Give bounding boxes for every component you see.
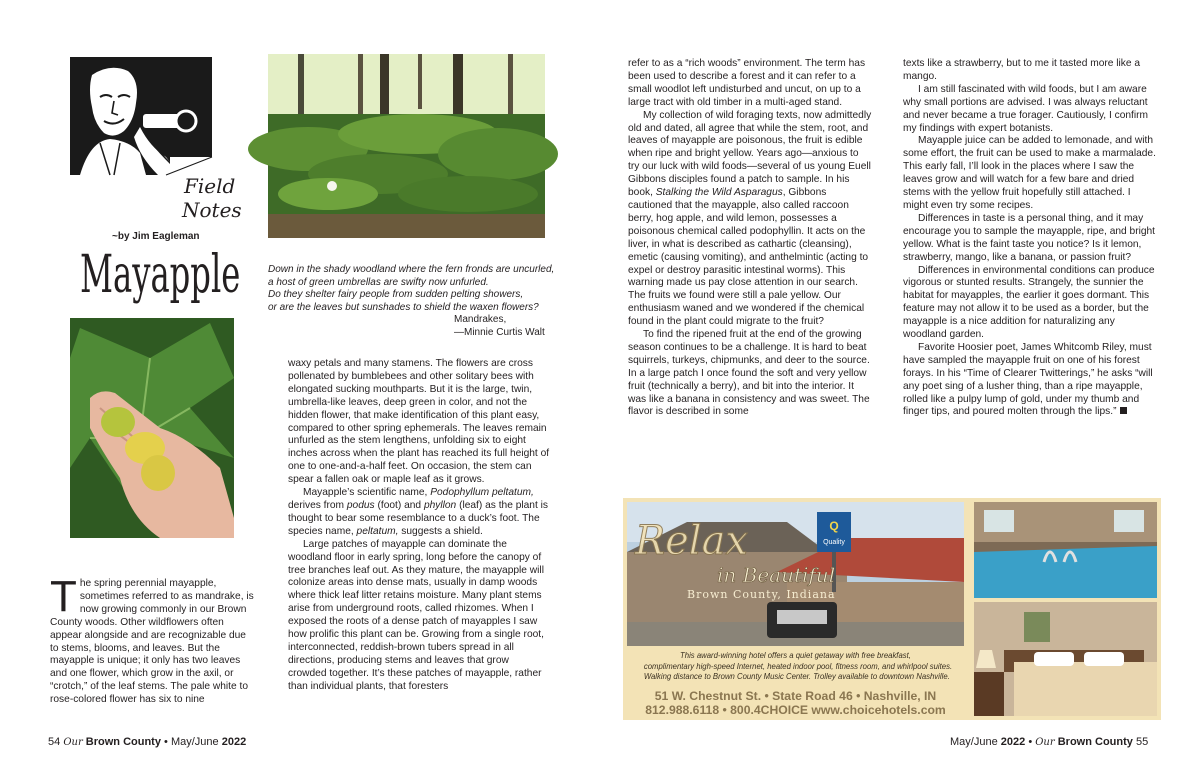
paragraph: he spring perennial mayapple, sometimes referred to as mandrake, is now growing commonly in our Brown County woods. Other wildflowers often appear alongside and are recognizable due to stems, blooms, and leaves. But the mayapple is unique; it only has two leaves and one flower, which grow in the axil, or “crotch,” of the leaf stems. The pale white to rose-colored flower has six to nine xyxy=(50,578,254,706)
issue-month: May/June xyxy=(170,736,219,748)
right-folio: May/June 2022 • Our Brown County 55 xyxy=(950,736,1149,748)
mayapple-fruit-photo xyxy=(70,318,234,538)
ad-location: Brown County, Indiana xyxy=(687,588,836,601)
paragraph: I am still fascinated with wild foods, but I am aware why small portions are advised. I was always reluctant and never became a true forager. Cautiously, I confirm my findings with expert botanists. xyxy=(903,83,1149,134)
magazine-name: Brown County xyxy=(1057,736,1133,748)
ad-desc-line: complimentary high-speed Internet, heated indoor pool, fitness room, and whirlpool suites. xyxy=(643,660,953,671)
paragraph: Mayapple’s scientific name, Podophyllum peltatum, derives from podus (foot) and phyllon (leaf) as the plant is thought to bear some resemblance to a duck’s foot. The species name, peltatum, suggests a shield. xyxy=(288,487,548,537)
ad-contact[interactable]: 812.988.6118 • 800.4CHOICE www.choicehotels.com xyxy=(645,703,946,717)
issue-year: 2022 xyxy=(1000,736,1026,748)
article-column-3 xyxy=(628,58,872,419)
paragraph: waxy petals and many stamens. The flowers are cross pollenated by bumblebees and other solitary bees with elongated sucking mouthparts. But it is the large, twin, umbrella-like leaves, deep green in color, and not the hidden flower, that make identification of this plant easy, compared to other spring ephemerals. The leaves remain unfurled as the stem lengthens, unfolding six to eight inches across when the plant has reached its full height of one to one-and-a-half feet. On occasion, the stem can spear a fallen oak or maple leaf as it grows. xyxy=(288,358,550,486)
end-mark-icon xyxy=(1120,407,1127,414)
drop-cap: T xyxy=(50,572,77,621)
magazine-name: Brown County xyxy=(85,736,161,748)
paragraph: texts like a strawberry, but to me it tasted more like a mango. xyxy=(903,58,1141,82)
paragraph: My collection of wild foraging texts, now admittedly old and dated, all agree that while the stem, root, and leaves of mayapple are poisonous, the fruit is edible when ripe and bright yellow. Years ago—anxious to try our luck with wild foods—several of us young Euell Gibbons disciples found a patch to sample. In his book, Stalking the Wild Asparagus, Gibbons cautioned that the mayapple, also called raccoon berry, hog apple, and wild lemon, possesses a poisonous chemical called podophyllin. It acts on the liver, in what is described as cathartic (cleansing), emetic (causing vomiting), and anthelmintic (acting to expel or destroy parasitic intestinal worms). This warning made us pay close attention in our search. The fruits we found were still a pale yellow. Our enthusiasm waned and we wondered if the chemical found in the plant could migrate to the fruit? xyxy=(628,109,872,328)
book-title: Stalking the Wild Asparagus xyxy=(655,187,783,199)
naturalist-illustration xyxy=(70,57,242,223)
issue-year: 2022 xyxy=(221,736,247,748)
paragraph: Differences in taste is a personal thing, and it may encourage you to sample the mayapple, ripe, and bright yellow. What is the faint taste you notice? Is it lemon, strawberry, mango, like a banana, or passion fruit? xyxy=(903,212,1156,263)
pool-photo xyxy=(974,502,1157,598)
article-column-2 xyxy=(288,358,550,694)
paragraph: refer to as a “rich woods” environment. The term has been used to describe a forest and it can refer to a small woodlot left undisturbed and uncut, on up to a large tract with old timber in a multi-aged stand. xyxy=(628,58,866,108)
ad-address: 51 W. Chestnut St. • State Road 46 • Nashville, IN xyxy=(654,689,937,703)
poem-line: or are the leaves but sunshades to shield the waxen flowers? xyxy=(268,301,539,313)
article-column-1 xyxy=(50,572,255,707)
ad-description xyxy=(627,650,964,682)
ad-subhead: in Beautiful xyxy=(717,563,836,587)
issue-month: May/June xyxy=(950,736,998,748)
sign-brand: Quality xyxy=(823,539,845,546)
poem-author: —Minnie Curtis Walt xyxy=(454,326,545,338)
poem-title: Mandrakes, xyxy=(454,314,507,326)
poem-line: Do they shelter fairy people from sudden pelting showers, xyxy=(268,289,524,301)
article-column-4 xyxy=(903,58,1158,419)
logo-field: Field xyxy=(184,174,236,198)
left-folio: 54 Our Brown County • May/June 2022 xyxy=(48,736,247,748)
epigraph-poem xyxy=(268,264,568,340)
article-title: Mayapple xyxy=(80,245,241,305)
byline: ~by Jim Eagleman xyxy=(112,231,200,242)
poem-line: Down in the shady woodland where the fern fronds are uncurled, xyxy=(268,264,555,275)
ad-headline: Relax xyxy=(635,518,748,564)
field-notes-logo xyxy=(70,57,242,223)
our-wordmark: Our xyxy=(1035,737,1055,748)
poem-line: a host of green umbrellas are swifty now unfurled. xyxy=(268,276,489,288)
logo-notes: Notes xyxy=(182,198,242,222)
ad-desc-line: Walking distance to Brown County Music Center. Trolley available to downtown Nashville. xyxy=(643,671,950,682)
sign-q: Q xyxy=(829,519,839,533)
ad-desc-line: This award-winning hotel offers a quiet getaway with free breakfast, xyxy=(680,650,911,660)
paragraph: Large patches of mayapple can dominate the woodland floor in early spring, long before the canopy of tree branches leaf out. As they mature, the mayapple will colonize areas into dense mats, usually in damp woods where thick leaf litter retains moisture. Many plant stems arise from underground roots, called rhizomes. When I exposed the roots of a dense patch of mayapples I saw how prolific this plant can be. Growing from a single root, interconnected, reddish-brown tubers spread in all directions, producing stems and leaves that grow crowded together. It’s these patches of mayapple, rather than individual plants, that foresters xyxy=(288,538,544,692)
our-wordmark: Our xyxy=(63,737,83,748)
page-number: 54 xyxy=(48,736,61,748)
paragraph: Favorite Hoosier poet, James Whitcomb Riley, must have sampled the mayapple fruit on one of his forest forays. In his “Time of Clearer Twitterings,” he asks “will any poet sing of a lusher thing, than a ripe mayapple, rolled like a pulpy lump of gold, under my thumb and finger tips, and poured molten through the lips.” xyxy=(903,341,1153,418)
hotel-exterior-photo xyxy=(627,502,964,646)
paragraph: Mayapple juice can be added to lemonade, and with some effort, the fruit can be used to make a marmalade. This early fall, I’ll look in the places where I saw the leaves grow and will watch for a few bare and dried stems with the yellow fruit hopefully still attached. I might even try some recipes. xyxy=(903,135,1156,211)
paragraph: Differences in environmental conditions can produce vigorous or stunted results. Strangely, the sunnier the habitat for mayapples, the earlier it goes dormant. This feature may not allow it to be used as a border, but the mayapple is a nice addition for naturalizing any woodland garden. xyxy=(903,264,1155,341)
hotel-room-photo xyxy=(974,602,1157,716)
page-number: 55 xyxy=(1135,736,1149,748)
paragraph: To find the ripened fruit at the end of the growing season continues to be a challenge. It is hard to beat squirrels, turkeys, chipmunks, and deer to the source. In a large patch I once found the soft and very yellow fruit (technically a berry), and bit into the interior. It was like a banana in consistency and was sweet. The flavor is described in some xyxy=(628,329,870,418)
woodland-photo xyxy=(268,54,545,238)
hotel-advertisement[interactable] xyxy=(623,498,1161,720)
